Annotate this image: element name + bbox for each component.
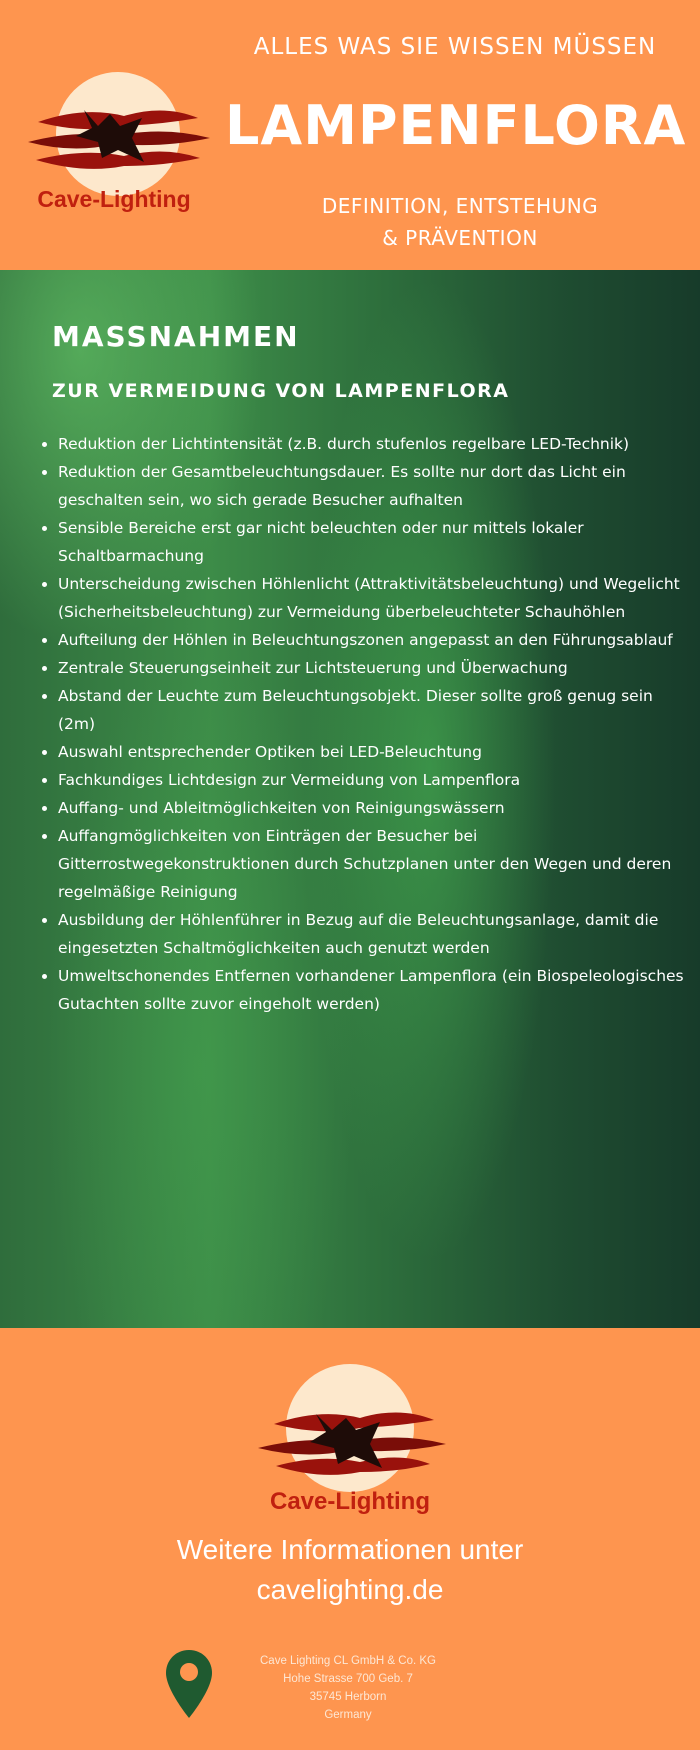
list-item: • Fachkundiges Lichtdesign zur Vermeidung von Lampenflora — [58, 766, 693, 794]
list-item: • Sensible Bereiche erst gar nicht beleuchten oder nur mittels lokaler Schaltbarmachung — [58, 514, 693, 570]
address-city: 35745 Herborn — [309, 1691, 387, 1703]
address-street: Hohe Strasse 700 Geb. 7 — [283, 1673, 413, 1685]
address-company: Cave Lighting CL GmbH & Co. KG — [260, 1655, 436, 1667]
company-address — [228, 1652, 468, 1724]
list-item: • Zentrale Steuerungseinheit zur Lichtsteuerung und Überwachung — [58, 654, 693, 682]
subtitle-line: & PRÄVENTION — [382, 226, 538, 250]
logo-text: Cave-Lighting — [37, 186, 191, 212]
header-banner — [0, 0, 700, 270]
website-link[interactable]: cavelighting.de — [256, 1574, 444, 1605]
list-item: • Ausbildung der Höhlenführer in Bezug auf die Beleuchtungsanlage, damit die eingesetzten Schaltmöglichkeiten auch genutzt werden — [58, 906, 693, 962]
logo-text: Cave-Lighting — [270, 1488, 430, 1515]
header-kicker: ALLES WAS SIE WISSEN MÜSSEN — [253, 34, 657, 60]
measures-section — [0, 270, 700, 1328]
info-line: Weitere Informationen unter — [176, 1534, 524, 1565]
section-subheading: ZUR VERMEIDUNG VON LAMPENFLORA — [52, 380, 510, 402]
list-item: • Umweltschonendes Entfernen vorhandener Lampenflora (ein Biospeleologisches Gutachten sollte zuvor eingeholt werden) — [58, 962, 693, 1018]
list-item: • Abstand der Leuchte zum Beleuchtungsobjekt. Dieser sollte groß genug sein (2m) — [58, 682, 693, 738]
measures-list — [30, 430, 693, 1018]
list-item: • Unterscheidung zwischen Höhlenlicht (Attraktivitätsbeleuchtung) und Wegelicht (Sicherheitsbeleuchtung) zur Vermeidung überbeleuchteter Schauhöhlen — [58, 570, 693, 626]
list-item: • Auffangmöglichkeiten von Einträgen der Besucher bei Gitterrostwegekonstruktionen durch Schutzplanen unter den Wegen und deren regelmäßige Reinigung — [58, 822, 693, 906]
bat-sun-logo-icon — [14, 66, 214, 196]
list-item: • Aufteilung der Höhlen in Beleuchtungszonen angepasst an den Führungsablauf — [58, 626, 693, 654]
list-item: • Auswahl entsprechender Optiken bei LED-Beleuchtung — [58, 738, 693, 766]
page-title: LAMPENFLORA — [225, 94, 687, 157]
list-item: • Reduktion der Lichtintensität (z.B. durch stufenlos regelbare LED-Technik) — [58, 430, 693, 458]
page-subtitle — [260, 190, 660, 254]
address-country: Germany — [324, 1709, 372, 1721]
map-pin-icon — [166, 1650, 212, 1722]
bat-sun-logo-icon — [250, 1362, 450, 1492]
list-item: • Auffang- und Ableitmöglichkeiten von Reinigungswässern — [58, 794, 693, 822]
section-heading: MASSNAHMEN — [52, 320, 300, 353]
cave-lighting-logo — [14, 66, 214, 216]
cave-lighting-logo — [250, 1362, 450, 1515]
subtitle-line: DEFINITION, ENTSTEHUNG — [321, 194, 599, 218]
footer — [0, 1328, 700, 1750]
list-item: • Reduktion der Gesamtbeleuchtungsdauer. Es sollte nur dort das Licht ein geschalten sein, wo sich gerade Besucher aufhalten — [58, 458, 693, 514]
